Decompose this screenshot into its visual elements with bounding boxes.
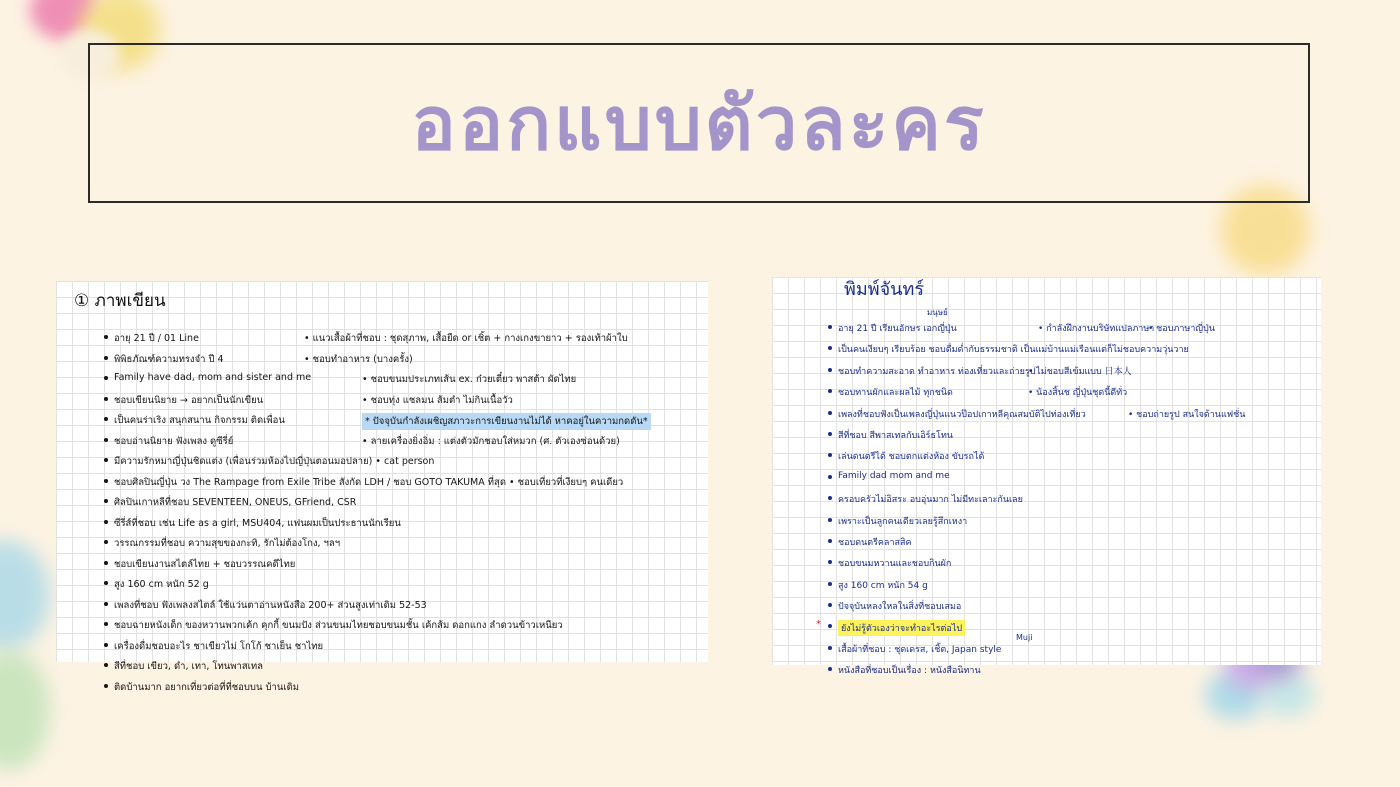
left-note-line — [104, 352, 704, 373]
right-note-line — [828, 599, 1318, 620]
left-note-line — [104, 639, 704, 660]
right-note-line-text-tertiary: • ชอบภาษาญี่ปุ่น — [1148, 324, 1215, 334]
left-note-line — [104, 536, 704, 557]
right-note-line-text: เสื้อผ้าที่ชอบ : ชุดเดรส, เชิ้ต, Japan style — [838, 644, 1002, 655]
bullet-icon — [104, 663, 108, 667]
left-note-line-text: เป็นคนร่าเริง สนุกสนาน กิจกรรม ติดเพื่อน — [114, 415, 285, 426]
left-note-line-text-secondary: * ปัจจุบันกำลังเผชิญสภาวะการเขียนงานไม่ได้ หาคอยู่ในความกดดัน* — [362, 413, 651, 430]
left-note-line-text: เพลงที่ชอบ ฟังเพลงสไตล์ ใช้แว่นตาอ่านหนังสือ 200+ ส่วนสูงเท่าเดิม 52-53 — [114, 599, 427, 611]
left-note-line-text: ชอบศิลปินญี่ปุ่น วง The Rampage from Exile Tribe สังกัด LDH / ชอบ GOTO TAKUMA ที่สุด • ชอบเที่ยวที่เงียบๆ คนเดียว — [114, 476, 624, 488]
bullet-icon — [104, 458, 108, 462]
left-note-list — [104, 331, 704, 700]
bullet-icon — [828, 624, 832, 628]
bullet-icon — [104, 602, 108, 606]
title-box — [88, 43, 1310, 203]
right-note-line-text: สีที่ชอบ สีพาสเทลกับเอิร์ธโทน — [838, 430, 953, 441]
right-note-line-text: เพลงที่ชอบฟังเป็นเพลงญี่ปุ่นแนวป๊อปเกาหลีคุณสมบัติไปท่องเที่ยว — [838, 409, 1086, 420]
left-note-line — [104, 331, 704, 352]
right-note-line-text: หนังสือที่ชอบเป็นเรื่อง : หนังสือนิทาน — [838, 666, 981, 677]
bullet-icon — [828, 389, 832, 393]
left-note-line-text-secondary: • ชอบทุ่ง แชลมน ส้มตำ ไม่กินเนื้อวัว — [362, 394, 513, 406]
left-note-line-text: สูง 160 cm หนัก 52 g — [114, 579, 209, 590]
left-note-line — [104, 598, 704, 619]
bullet-icon — [104, 397, 108, 401]
right-note-line — [828, 663, 1318, 684]
left-note-line-text: ชอบอ่านนิยาย ฟังเพลง ดูซีรี่ย์ — [114, 435, 234, 447]
right-note-line-text: เป็นคนเงียบๆ เรียบร้อย ชอบดื่มด่ำกับธรรมชาติ เป็นแม่บ้านแม่เรือนแต่ก็ไม่ชอบความวุ่นวาย — [838, 345, 1189, 356]
right-note-line-text: ครอบครัวไม่อิสระ อบอุ่นมาก ไม่มีทะเลาะกันเลย — [838, 495, 1023, 506]
left-note-line-text-secondary: • แนวเสื้อผ้าที่ชอบ : ชุดสุภาพ, เสื้อยืด or เชิ้ต + กางเกงขายาว + รองเท้าผ้าใบ — [304, 333, 628, 344]
bullet-icon — [104, 356, 108, 360]
left-note-line — [104, 618, 704, 639]
left-note-line — [104, 577, 704, 598]
right-note-line — [828, 514, 1318, 535]
right-note-line — [828, 321, 1318, 342]
bullet-icon — [104, 561, 108, 565]
left-note-line — [104, 434, 704, 455]
right-note-line-text-secondary: • กำลังฝึกงานบริษัทแปลภาษา — [1038, 324, 1155, 334]
right-note-muji: Muji — [1016, 632, 1033, 642]
slide-title: ออกแบบตัวละคร — [411, 81, 987, 167]
right-note-list — [816, 321, 1318, 685]
left-note-line-text: พิพิธภัณฑ์ความทรงจำ ปี 4 — [114, 353, 224, 365]
bullet-icon — [104, 499, 108, 503]
left-note-line — [104, 495, 704, 516]
right-note-line-text-secondary: • น้องสิ้นช ญี่ปุ่นชุดนี้ดีทั่ว — [1028, 388, 1128, 399]
right-note-line — [828, 449, 1318, 470]
left-note-line — [104, 393, 704, 414]
bullet-icon — [104, 622, 108, 626]
left-note-line — [104, 557, 704, 578]
left-note-line-text: วรรณกรรมที่ชอบ ความสุขของกะทิ, รักไม่ต้องโกง, ฯลฯ — [114, 538, 341, 549]
bullet-icon — [828, 325, 832, 329]
right-note-line — [828, 428, 1318, 449]
left-note-line-text: ติดบ้านมาก อยากเที่ยวต่อที่ที่ชอบบน บ้านเดิม — [114, 681, 299, 693]
right-note-line-text: ชอบขนมหวานและชอบกินผัก — [838, 559, 952, 570]
left-note-line-text: มีความรักหมาญี่ปุ่นชิดแต่ง (เพื่อนร่วมห้องไปญี่ปุ่นตอนมอปลาย) • cat person — [114, 456, 435, 467]
left-note-line — [104, 659, 704, 680]
left-note-line-text: ชอบฉายหนังเด็ก ของหวานพวกเค้ก คุกกี้ ขนมปัง ส่วนขนมไทยชอบขนมชั้น เค้กส้ม ดอกแกง ลำดวนข้าวเหนียว — [114, 620, 563, 631]
right-note-line-text: ยังไม่รู้ตัวเองว่าจะทำอะไรต่อไป — [838, 620, 965, 636]
bullet-icon — [104, 684, 108, 688]
right-note-line — [828, 407, 1318, 428]
right-note-line — [816, 619, 1318, 641]
bullet-icon — [828, 560, 832, 564]
left-note-line — [104, 413, 704, 434]
right-note-line — [828, 342, 1318, 363]
left-note-line-text: ศิลปินเกาหลีที่ชอบ SEVENTEEN, ONEUS, GFriend, CSR — [114, 497, 357, 508]
bullet-icon — [828, 603, 832, 607]
right-note-line-text: ชอบทานผักและผลไม้ ทุกชนิด — [838, 388, 953, 399]
right-note-line — [828, 471, 1318, 492]
bullet-icon — [828, 646, 832, 650]
left-note-line — [104, 475, 704, 496]
right-note-line-text: ชอบดนตรีคลาสสิค — [838, 537, 912, 548]
bullet-icon — [104, 335, 108, 339]
right-note-line-text: เล่นดนตรีได้ ชอบตกแต่งห้อง ขับรถได้ — [838, 452, 985, 463]
bullet-icon — [828, 496, 832, 500]
bullet-icon — [104, 520, 108, 524]
right-note-line-text: ชอบทำความสะอาด ทำอาหาร ท่องเที่ยวและถ่ายรูป — [838, 366, 1036, 377]
bullet-icon — [828, 368, 832, 372]
left-note-line-text: ซีรี่ส์ที่ชอบ เช่น Life as a girl, MSU404, แฟนผมเป็นประธานนักเรียน — [114, 517, 401, 529]
right-note-subheading: มนุษย์ — [927, 308, 948, 317]
left-note-line-text: สีที่ชอบ เขียว, ดำ, เทา, โทนพาสเทล — [114, 661, 263, 672]
bullet-icon — [828, 346, 832, 350]
flower-decoration-bottom-left — [0, 540, 50, 650]
bullet-icon — [828, 475, 832, 479]
right-note-line-text: Family dad mom and me — [838, 470, 950, 481]
right-note-line — [828, 632, 1318, 663]
right-note-line — [828, 385, 1318, 406]
right-note-line — [828, 364, 1318, 385]
left-note-line-text: ชอบเขียนนิยาย → อยากเป็นนักเขียน — [114, 394, 264, 406]
flower-decoration-bottom-left-2 — [0, 650, 50, 770]
right-note-line — [828, 492, 1318, 513]
bullet-icon — [104, 376, 108, 380]
right-note-image — [772, 277, 1321, 677]
bullet-icon — [104, 643, 108, 647]
bullet-icon — [104, 479, 108, 483]
bullet-icon — [828, 411, 832, 415]
right-note-line-text-secondary: • ชอบถ่ายรูป สนใจด้านแฟชั่น — [1128, 409, 1246, 420]
right-note-heading: พิมพ์จันทร์ — [844, 279, 924, 300]
bullet-icon — [104, 438, 108, 442]
bullet-icon — [104, 417, 108, 421]
left-note-image — [56, 281, 708, 693]
bullet-icon — [828, 453, 832, 457]
bullet-icon — [104, 540, 108, 544]
left-note-line — [104, 454, 704, 475]
left-note-line-text-secondary: • ชอบทำอาหาร (บางครั้ง) — [304, 353, 413, 365]
right-note-line — [828, 578, 1318, 599]
left-note-heading: ① ภาพเขียน — [74, 291, 166, 311]
right-note-line-text: สูง 160 cm หนัก 54 g — [838, 580, 928, 591]
right-note-line-text: อายุ 21 ปี เรียนอักษร เอกญี่ปุ่น — [838, 324, 957, 334]
bullet-icon — [828, 667, 832, 671]
right-note-line — [828, 556, 1318, 577]
bullet-icon — [828, 518, 832, 522]
bullet-icon — [828, 539, 832, 543]
left-note-line-text-secondary: • ชอบขนมประเภทเส้น ex. ก๋วยเตี๋ยว พาสต้า ผัดไทย — [362, 374, 577, 385]
bullet-icon — [828, 582, 832, 586]
right-note-line-text-secondary: • ไม่ชอบสีเข้มแบบ 日本人 — [1028, 366, 1132, 377]
left-note-line — [104, 680, 704, 701]
left-note-line-text-secondary: • ลายเครื่องยิ่งอิ่ม : แต่งตัวมักชอบใส่หมวก (ศ. ตัวเองซ่อนด้วย) — [362, 435, 620, 447]
left-note-line — [104, 516, 704, 537]
left-note-line-text: เครื่องดื่มชอบอะไร ชาเขียวไม่ โกโก้ ชาเย็น ชาไทย — [114, 640, 324, 652]
left-note-line-text: อายุ 21 ปี / 01 Line — [114, 333, 199, 344]
right-note-line-text: เพราะเป็นลูกคนเดียวเลยรู้สึกเหงา — [838, 516, 968, 527]
left-note-line — [104, 372, 704, 393]
star-mark-icon: * — [816, 619, 821, 631]
left-note-line-text: ชอบเขียนงานสไตล์ไทย + ชอบวรรณคดีไทย — [114, 558, 296, 570]
bullet-icon — [104, 581, 108, 585]
right-note-line — [828, 535, 1318, 556]
right-note-line-text: ปัจจุบันหลงใหลในสิ่งที่ชอบเสมอ — [838, 602, 962, 613]
bullet-icon — [828, 432, 832, 436]
left-note-line-text: Family have dad, mom and sister and me — [114, 372, 312, 383]
